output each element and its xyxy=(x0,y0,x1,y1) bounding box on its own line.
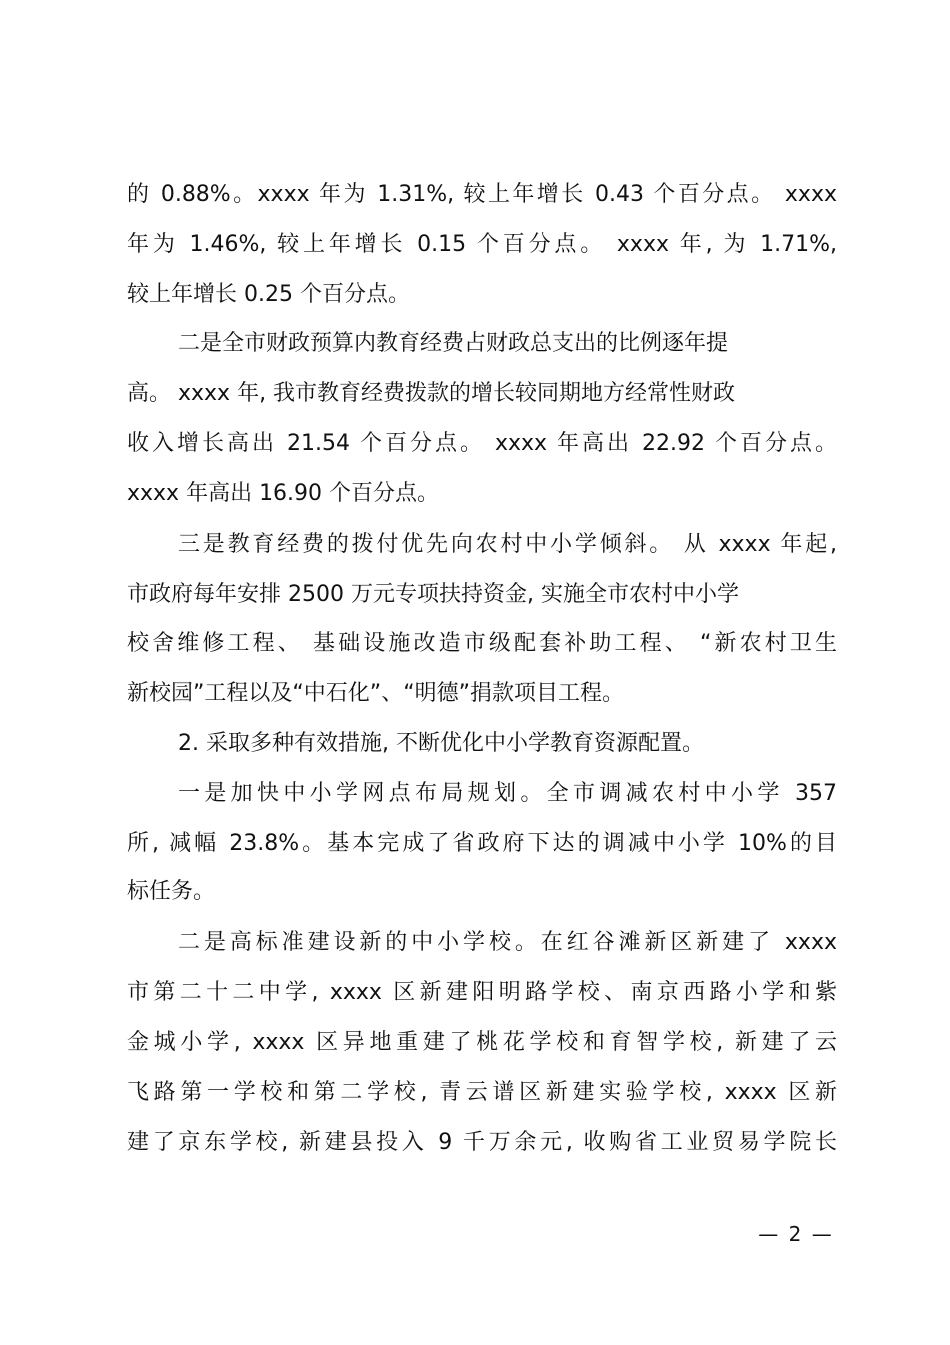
body-text-line: 金城小学, xxxx 区异地重建了桃花学校和育智学校, 新建了云 xyxy=(127,1030,837,1055)
body-text-line: 所, 减幅 23.8%。基本完成了省政府下达的调减中小学 10%的目 xyxy=(127,831,837,856)
body-text-line: 标任务。 xyxy=(127,879,216,904)
body-text-line: 市政府每年安排 2500 万元专项扶持资金, 实施全市农村中小学 xyxy=(127,582,739,607)
section-heading: 2. 采取多种有效措施, 不断优化中小学教育资源配置。 xyxy=(178,731,704,756)
page-number: — 2 — xyxy=(758,1222,832,1246)
body-text-line: xxxx 年高出 16.90 个百分点。 xyxy=(127,481,440,506)
body-text-line: 校舍维修工程、 基础设施改造市级配套补助工程、 “新农村卫生 xyxy=(127,631,837,656)
body-text-line: 较上年增长 0.25 个百分点。 xyxy=(127,282,410,307)
body-text-line: 新校园”工程以及“中石化”、“明德”捐款项目工程。 xyxy=(127,681,624,706)
body-text-line: 高。 xxxx 年, 我市教育经费拨款的增长较同期地方经常性财政 xyxy=(127,381,736,406)
body-text-line: 飞路第一学校和第二学校, 青云谱区新建实验学校, xxxx 区新 xyxy=(127,1080,837,1105)
body-text-line: 年为 1.46%, 较上年增长 0.15 个百分点。 xxxx 年, 为 1.71%, xyxy=(127,232,837,257)
body-text-line: 收入增长高出 21.54 个百分点。 xxxx 年高出 22.92 个百分点。 xyxy=(127,431,837,456)
body-text-line: 的 0.88%。xxxx 年为 1.31%, 较上年增长 0.43 个百分点。 xxxx xyxy=(127,182,837,207)
body-text-line: 三是教育经费的拨付优先向农村中小学倾斜。 从 xxxx 年起, xyxy=(178,532,837,557)
body-text-line: 建了京东学校, 新建县投入 9 千万余元, 收购省工业贸易学院长 xyxy=(127,1130,837,1155)
body-text-line: 市第二十二中学, xxxx 区新建阳明路学校、南京西路小学和紫 xyxy=(127,980,837,1005)
body-text-line: 一是加快中小学网点布局规划。全市调减农村中小学 357 xyxy=(178,781,837,806)
body-text-line: 二是高标准建设新的中小学校。在红谷滩新区新建了 xxxx xyxy=(178,930,837,955)
body-text-line: 二是全市财政预算内教育经费占财政总支出的比例逐年提 xyxy=(178,331,729,356)
